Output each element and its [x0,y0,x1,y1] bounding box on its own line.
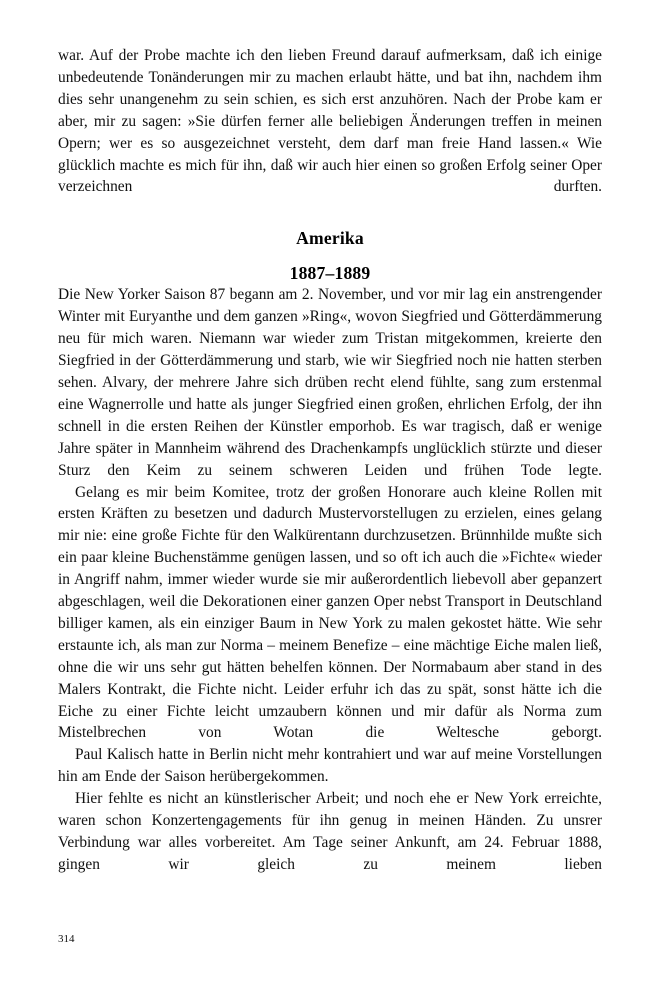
paragraph-opening-continuation: war. Auf der Probe machte ich den lieben Freund darauf aufmerksam, daß ich einige unbedeutende Tonänderungen mir zu machen erlaubt hätte, und bat ihn, nachdem ihm dies sehr unangenehm zu sein schien, es sich erst anzuhören. Nach der Probe kam er aber, mir zu sagen: »Sie dürfen ferner alle beliebigen Änderungen treffen in meinen Opern; wer es so ausgezeichnet versteht, dem darf man freie Hand lassen.« Wie glücklich machte es mich für ihn, daß wir auch hier einen so großen Erfolg seiner Oper verzeichnen durften. [58,47,602,196]
page-text-block [58,45,602,876]
paragraph-kuenstlerische-arbeit: Hier fehlte es nicht an künstlerischer Arbeit; und noch ehe er New York erreichte, waren schon Konzertengagements für ihn genug in meinen Händen. Zu unsrer Verbindung war alles vorbereitet. Am Tage seiner Ankunft, am 24. Februar 1888, gingen wir gleich zu meinem lieben [58,790,602,873]
paragraph-saison-87: Die New Yorker Saison 87 begann am 2. November, und vor mir lag ein anstrengender Winter mit Euryanthe und dem ganzen »Ring«, wovon Siegfried und Götterdämmerung neu für mich waren. Niemann war wieder zum Tristan mitgekommen, kreierte den Siegfried in der Götterdämmerung und starb, wie wir Siegfried noch nie hatten sterben sehen. Alvary, der mehrere Jahre sich drüben recht elend fühlte, sang zum erstenmal eine Wagnerrolle und hatte als junger Siegfried einen großen, ehrlichen Erfolg, der ihn schnell in die ersten Reihen der Künstler emporhob. Es war tragisch, daß er wenige Jahre später in Mannheim während des Drachenkampfs unglücklich stürzte und dieser Sturz den Keim zu seinem schweren Leiden und frühen Tode legte. [58,286,602,479]
section-title-container [58,227,602,249]
section-years: 1887–1889 [289,263,371,284]
paragraph-komitee: Gelang es mir beim Komitee, trotz der großen Honorare auch kleine Rollen mit ersten Kräften zu besetzen und dadurch Mustervorstellugen zu erzielen, eines gelang mir nie: eine große Fichte für den Walkürentann durchzusetzen. Brünnhilde mußte sich ein paar kleine Buchenstämme genügen lassen, und so oft ich auch die »Fichte« wieder in Angriff nahm, immer wieder wurde sie mir außerordentlich liebevoll aber gepanzert abgeschlagen, weil die Dekorationen einer ganzen Oper nebst Transport in Deutschland billiger kamen, als ein einziger Baum in New York zu malen gekostet hätte. Wie sehr erstaunte ich, als man zur Norma – meinem Benefize – eine mächtige Eiche malen ließ, ohne die wir uns sehr gut hätten behelfen können. Der Normabaum aber stand in des Malers Kontrakt, die Fichte nicht. Leider erfuhr ich das zu spät, sonst hätte ich die Eiche zu einer Fichte leicht umzaubern können und mir dafür als Norma zum Mistelbrechen von Wotan die Weltesche geborgt. [58,483,602,742]
section-years-container [58,262,602,284]
section-title: Amerika [296,228,364,249]
page-number: 314 [58,933,75,945]
paragraph-paul-kalisch: Paul Kalisch hatte in Berlin nicht mehr kontrahiert und war auf meine Vorstellungen hin am Ende der Saison herübergekommen. [58,746,602,786]
